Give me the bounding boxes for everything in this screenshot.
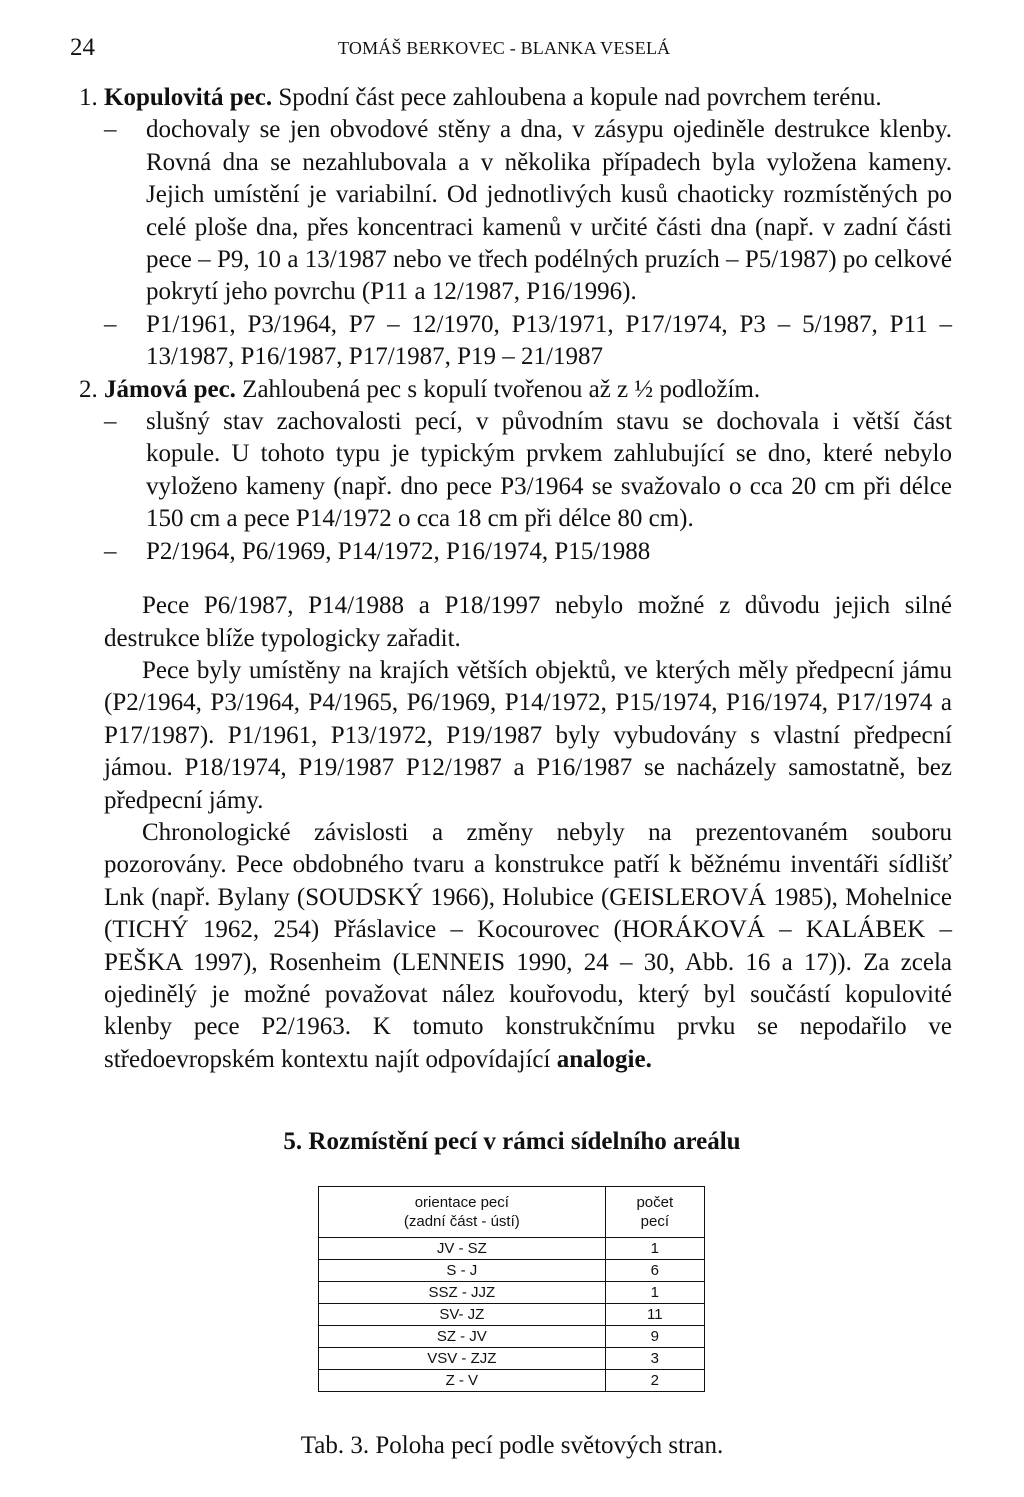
- dash-bullet: –: [104, 310, 117, 338]
- table-header-orientation: [319, 1187, 606, 1238]
- header-line: orientace pecí: [414, 1194, 509, 1211]
- table-row: [319, 1304, 705, 1326]
- dash-item: [66, 536, 952, 568]
- page-header: [70, 34, 950, 64]
- dash-item-text: slušný stav zachovalosti pecí, v původním stavu se dochovala i větší část kopule. U tohoto typu je typickým prvkem zahlubující se dno, které nebylo vyloženo kameny (např. dno pece P3/1964 se svažovalo o cca 20 cm při délce 150 cm a pece P14/1972 o cca 18 cm při délce 80 cm).: [146, 408, 952, 533]
- dash-bullet: –: [104, 537, 117, 565]
- orientation-table: [318, 1186, 705, 1392]
- header-line: počet: [636, 1194, 674, 1211]
- list-item-2: [66, 374, 952, 406]
- table-row: [319, 1370, 705, 1392]
- page-number: 24: [70, 34, 95, 61]
- table-cell-count: 3: [605, 1348, 704, 1370]
- table-row: [319, 1282, 705, 1304]
- table-cell-count: 11: [605, 1304, 704, 1326]
- table-cell-orientation: SV- JZ: [319, 1304, 606, 1326]
- list-item-text: Zahloubená pec s kopulí tvořenou až z ½ podložím.: [235, 375, 761, 403]
- table-cell-orientation: SSZ - JJZ: [319, 1282, 606, 1304]
- table-cell-orientation: Z - V: [319, 1370, 606, 1392]
- table-cell-count: 1: [605, 1282, 704, 1304]
- header-line: (zadní část - ústí): [403, 1213, 520, 1230]
- list-item-1: [66, 82, 952, 114]
- table-cell-count: 2: [605, 1370, 704, 1392]
- table-caption: Tab. 3. Poloha pecí podle světových stran.: [300, 1432, 724, 1459]
- table-cell-count: 1: [605, 1238, 704, 1260]
- table-row: [319, 1326, 705, 1348]
- table-header-row: [319, 1187, 705, 1238]
- paragraph-bold-end: analogie.: [556, 1045, 652, 1073]
- list-item-title: Kopulovitá pec.: [104, 84, 273, 111]
- paragraph: Pece byly umístěny na krajích větších objektů, ve kterých měly předpecní jámu (P2/1964, P3/1964, P4/1965, P6/1969, P14/1972, P15/1974, P16/1974, P17/1974 a P17/1987). P1/1961, P13/1972, P19/1987 byly vybudovány s vlastní předpecní jámou. P18/1974, P19/1987 P12/1987 a P16/1987 se nacházely samostatně, bez předpecní jámy.: [104, 656, 952, 814]
- list-item-text: Spodní část pece zahloubena a kopule nad povrchem terénu.: [272, 84, 882, 111]
- dash-bullet: –: [104, 116, 117, 144]
- table-cell-orientation: S - J: [319, 1260, 606, 1282]
- dash-item-text: P1/1961, P3/1964, P7 – 12/1970, P13/1971, P17/1974, P3 – 5/1987, P11 – 13/1987, P16/1987, P17/1987, P19 – 21/1987: [146, 310, 952, 371]
- dash-item: [66, 309, 952, 374]
- dash-item-text: P2/1964, P6/1969, P14/1972, P16/1974, P15/1988: [146, 537, 651, 565]
- table-cell-orientation: VSV - ZJZ: [319, 1348, 606, 1370]
- list-number: 1.: [79, 84, 98, 111]
- table-cell-count: 9: [605, 1326, 704, 1348]
- table-header-count: [605, 1187, 704, 1238]
- list-number: 2.: [79, 375, 98, 403]
- paragraph: Pece P6/1987, P14/1988 a P18/1997 nebylo možné z důvodu jejich silné destrukce blíže typologicky zařadit.: [104, 592, 952, 652]
- paragraph: [66, 817, 952, 1076]
- dash-item: [66, 406, 952, 536]
- dash-item-text: dochovaly se jen obvodové stěny a dna, v zásypu ojediněle destrukce klenby. Rovná dna se nezahlubovala a v několika případech byla vyložena kameny. Jejich umístění je variabilní. Od jednotlivých kusů chaoticky rozmístěných po celé ploše dna, přes koncentraci kamenů v určité části dna (např. v zadní části pece – P9, 10 a 13/1987 nebo ve třech podélných pruzích – P5/1987) po celkové pokrytí jeho povrchu (P11 a 12/1987, P16/1996).: [146, 116, 952, 306]
- table-cell-orientation: JV - SZ: [319, 1238, 606, 1260]
- dash-item: [66, 114, 952, 308]
- body-text: [66, 82, 952, 1076]
- list-item-title: Jámová pec.: [104, 375, 236, 403]
- table-cell-orientation: SZ - JV: [319, 1326, 606, 1348]
- table-row: [319, 1348, 705, 1370]
- table-row: [319, 1238, 705, 1260]
- dash-bullet: –: [104, 408, 117, 436]
- section-title: 5. Rozmístění pecí v rámci sídelního areálu: [283, 1128, 741, 1155]
- paragraph-text: Chronologické závislosti a změny nebyly na prezentovaném souboru pozorovány. Pece obdobného tvaru a konstrukce patří k běžnému inventáři sídlišť Lnk (např. Bylany (SOUDSKÝ 1966), Holubice (GEISLEROVÁ 1985), Mohelnice (TICHÝ 1962, 254) Přáslavice – Kocourovec (HORÁKOVÁ – KALÁBEK – PEŠKA 1997), Rosenheim (LENNEIS 1990, 24 – 30, Abb. 16 a 17)). Za zcela ojedinělý je možné považovat nález kouřovodu, který byl součástí kopulovité klenby pece P2/1963. K tomuto konstrukčnímu prvku se nepodařilo ve středoevropském kontextu najít odpovídající: [104, 818, 952, 1073]
- header-line: pecí: [640, 1213, 669, 1230]
- table-row: [319, 1260, 705, 1282]
- table-cell-count: 6: [605, 1260, 704, 1282]
- running-head: TOMÁŠ BERKOVEC - BLANKA VESELÁ: [338, 38, 671, 58]
- spacer: [66, 568, 952, 590]
